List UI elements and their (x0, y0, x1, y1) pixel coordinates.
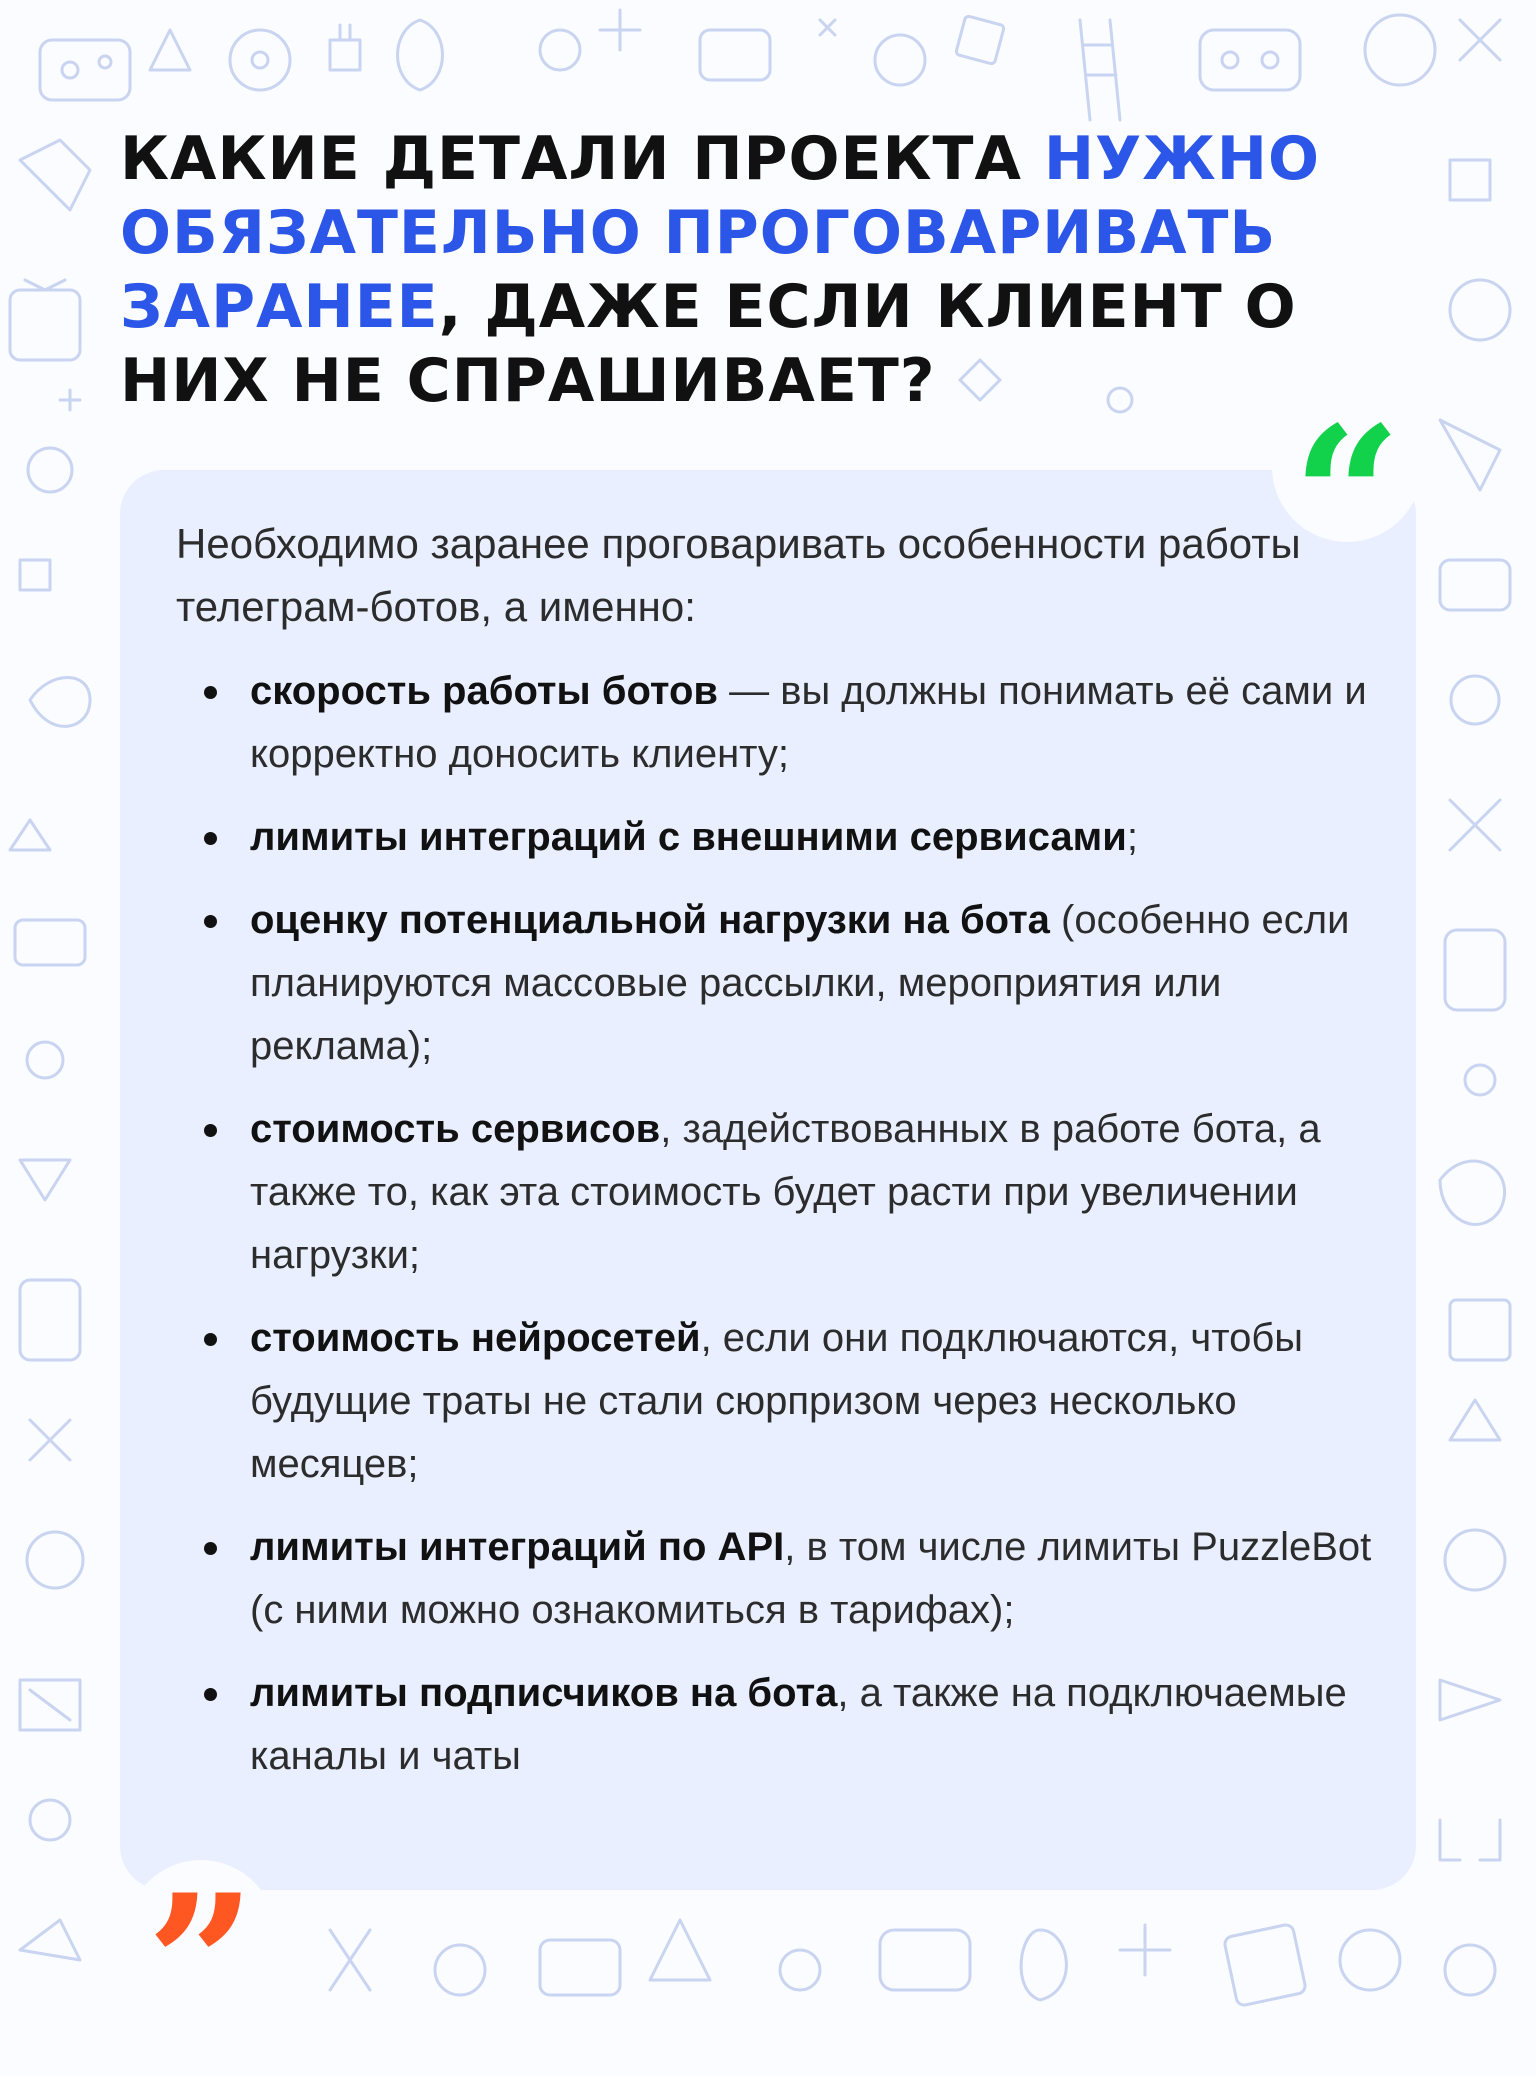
tv-doodle-icon (10, 290, 80, 360)
item-text: , если они подключаются, чтобы будущие траты не стали сюрпризом через несколько месяцев; (250, 1316, 1303, 1486)
list-item (200, 889, 1380, 1078)
gamepad-doodle-icon (40, 40, 130, 100)
disc-doodle-icon (230, 30, 290, 90)
bullet-icon (204, 832, 217, 845)
triangle-doodle-icon (150, 30, 190, 70)
title-part-2: , ДАЖЕ ЕСЛИ КЛИЕНТ О НИХ НЕ СПРАШИВАЕТ? (120, 272, 1297, 416)
list-item (200, 1307, 1380, 1496)
open-quote-icon: “ (1272, 392, 1422, 542)
bullet-list (200, 660, 1380, 1808)
headphones-doodle-icon (398, 20, 443, 90)
list-item (200, 1516, 1380, 1642)
bullet-icon (204, 686, 217, 699)
list-item (200, 660, 1380, 786)
item-text: (особенно если планируются массовые рассылки, мероприятия или реклама); (250, 898, 1350, 1068)
list-item (200, 806, 1380, 869)
bullet-icon (204, 1333, 217, 1346)
bullet-icon (204, 1542, 217, 1555)
bullet-icon (204, 915, 217, 928)
list-item (200, 1662, 1380, 1788)
item-text: — вы должны понимать её сами и корректно доносить клиенту; (250, 669, 1367, 776)
item-bold: оценку потенциальной нагрузки на бота (250, 898, 1050, 942)
item-bold: лимиты интеграций с внешними сервисами (250, 815, 1127, 859)
close-quote-icon: ” (126, 1860, 276, 2010)
bullet-icon (204, 1124, 217, 1137)
item-text: , в том числе лимиты PuzzleBot (с ними можно ознакомиться в тарифах); (250, 1525, 1372, 1632)
item-bold: скорость работы ботов (250, 669, 718, 713)
item-bold: лимиты интеграций по API (250, 1525, 785, 1569)
card-intro: Необходимо заранее проговаривать особенности работы телеграм-ботов, а именно: (176, 520, 1301, 630)
item-text: , а также на подключаемые каналы и чаты (250, 1671, 1347, 1778)
item-text: ; (1126, 815, 1138, 859)
title-part-1: КАКИЕ ДЕТАЛИ ПРОЕКТА (120, 124, 1044, 194)
title-accent: НУЖНО ОБЯЗАТЕЛЬНО ПРОГОВАРИВАТЬ ЗАРАНЕЕ (120, 124, 1320, 342)
item-bold: стоимость нейросетей (250, 1316, 701, 1360)
page-title (120, 122, 1440, 418)
item-bold: стоимость сервисов (250, 1107, 661, 1151)
bullet-icon (204, 1688, 217, 1701)
ladder-doodle-icon (1080, 20, 1120, 120)
item-text: , задействованных в работе бота, а также то, как эта стоимость будет расти при увеличении нагрузки; (250, 1107, 1321, 1277)
item-bold: лимиты подписчиков на бота (250, 1671, 838, 1715)
list-item (200, 1098, 1380, 1287)
